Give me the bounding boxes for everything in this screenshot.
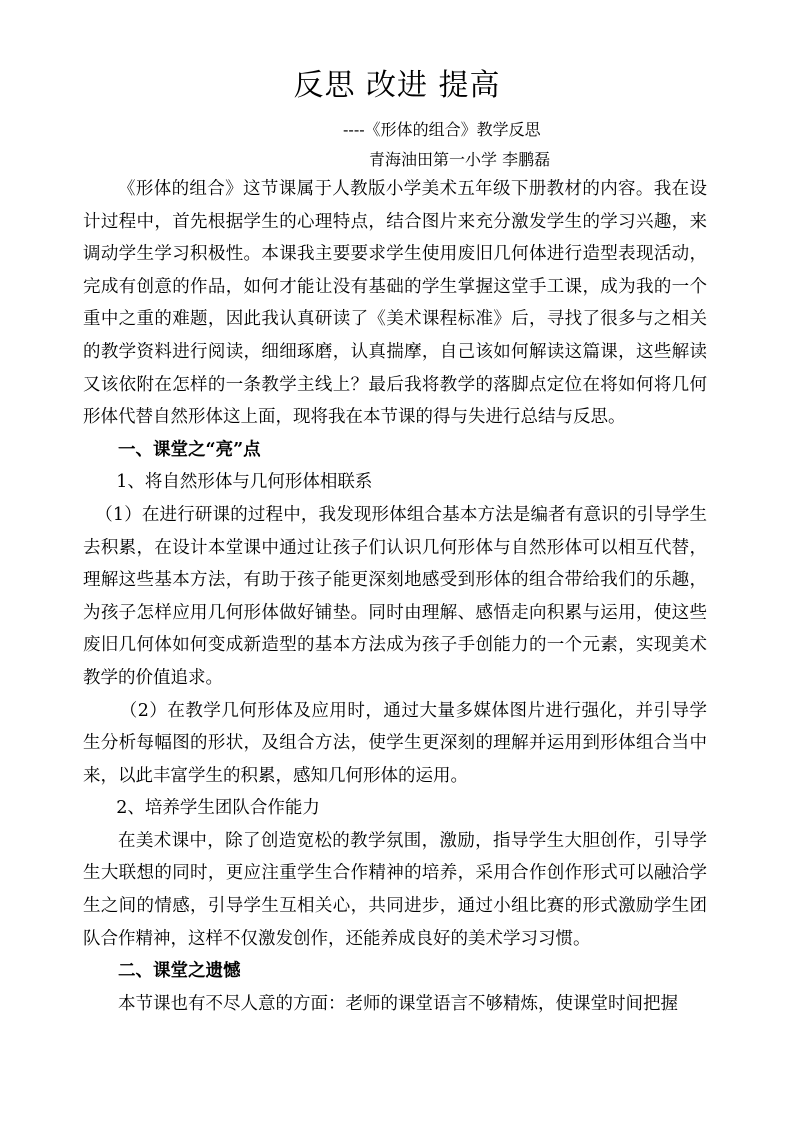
section-heading-highlights: 一、课堂之“亮”点 <box>118 439 261 460</box>
paragraph-regrets: 本节课也有不尽人意的方面：老师的课堂语言不够精炼，使课堂时间把握 <box>118 993 678 1014</box>
section-heading-regrets: 二、课堂之遗憾 <box>118 961 241 982</box>
subsection-heading-teamwork: 2、培养学生团队合作能力 <box>116 798 320 819</box>
paragraph-multimedia: （2）在教学几何形体及应用时，通过大量多媒体图片进行强化，并引导学生分析每幅图的形状，及组合方法，使学生更深刻的理解并运用到形体组合当中来，以此丰富学生的积累，感知几何形体的运用。 <box>83 700 707 786</box>
author-line: 青海油田第一小学 李鹏磊 <box>369 150 551 169</box>
paragraph-research: （1）在进行研课的过程中，我发现形体组合基本方法是编者有意识的引导学生去积累，在设计本堂课中通过让孩子们认识几何形体与自然形体可以相互代替，理解这些基本方法，有助于孩子能更深刻地感受到形体的组合带给我们的乐趣，为孩子怎样应用几何形体做好铺垫。同时由理解、感悟走向积累与运用，使这些废旧几何体如何变成新造型的基本方法成为孩子手创能力的一个元素，实现美术教学的价值追求。 <box>83 504 707 688</box>
intro-paragraph: 《形体的组合》这节课属于人教版小学美术五年级下册教材的内容。我在设计过程中，首先根据学生的心理特点，结合图片来充分激发学生的学习兴趣，来调动学生学习积极性。本课我主要要求学生使用废旧几何体进行造型表现活动，完成有创意的作品，如何才能让没有基础的学生掌握这堂手工课，成为我的一个重中之重的难题，因此我认真研读了《美术课程标准》后，寻找了很多与之相关的教学资料进行阅读，细细琢磨，认真揣摩，自己该如何解读这篇课，这些解读又该依附在怎样的一条教学主线上？最后我将教学的落脚点定位在将如何将几何形体代替自然形体这上面，现将我在本节课的得与失进行总结与反思。 <box>83 179 707 428</box>
page-title: 反思 改进 提高 <box>293 68 501 103</box>
page-subtitle: ----《形体的组合》教学反思 <box>343 120 541 139</box>
paragraph-teamwork: 在美术课中，除了创造宽松的教学氛围，激励，指导学生大胆创作，引导学生大联想的同时，更应注重学生合作精神的培养，采用合作创作形式可以融洽学生之间的情感，引导学生互相关心，共同进步，通过小组比赛的形式激励学生团队合作精神，这样不仅激发创作，还能养成良好的美术学习习惯。 <box>83 830 707 949</box>
subsection-heading-natural-geometric: 1、将自然形体与几何形体相联系 <box>116 472 373 493</box>
document-body <box>83 173 707 1020</box>
